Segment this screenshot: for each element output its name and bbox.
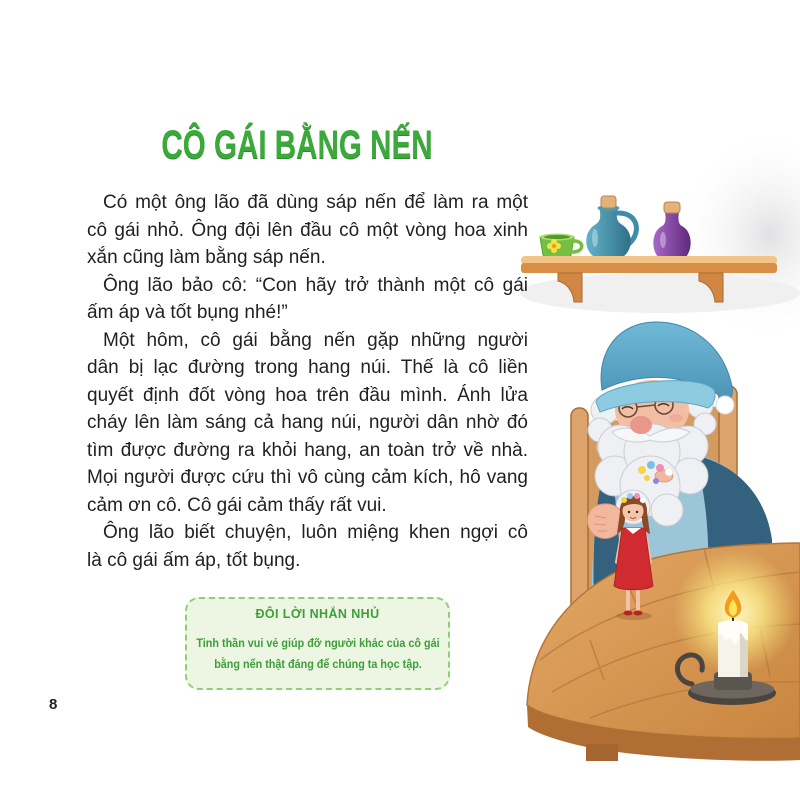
story-line: Ông lão biết chuyện, luôn miệng khen ngợi cô (103, 522, 528, 543)
advice-box-title: ĐÔI LỜI NHẮN NHỦ (255, 607, 380, 621)
pom-pom (716, 396, 734, 414)
old-man-nose (630, 416, 652, 434)
story-line: Mọi người được cứu thì vô cùng cảm kích, hô vang (87, 467, 528, 488)
story-line: Có một ông lão đã dùng sáp nến để làm ra một (103, 192, 528, 213)
table-leg (586, 744, 618, 761)
story-paragraph (87, 189, 528, 272)
story-paragraph (87, 327, 528, 520)
advice-box-line: bằng nến thật đáng để chúng ta học tập. (213, 657, 422, 671)
story-line: cô gái nhỏ. Ông đội lên đầu cô một vòng hoa xinh (87, 219, 528, 241)
advice-box-line: Tinh thần vui vẻ giúp đỡ người khác của cô gái (195, 636, 440, 650)
story-line: dân bị lạc đường trong hang núi. Thế là cô liền (87, 357, 528, 378)
story-line: xắn cũng làm bằng sáp nến. (87, 247, 326, 268)
story-line: là cô gái ấm áp, tốt bụng. (87, 549, 301, 571)
advice-box (185, 597, 450, 690)
story-line: Một hôm, cô gái bằng nến gặp những người (103, 329, 528, 351)
green-cup (540, 234, 582, 259)
story-line: quyết định đốt vòng hoa trên đầu mình. Ánh lửa (87, 384, 528, 406)
story-line: cháy lên làm sáng cả hang núi, người dân nhờ đó (87, 412, 528, 433)
story-line: ấm áp và tốt bụng nhé!” (87, 302, 288, 323)
story-line: tìm được đường ra khỏi hang, an toàn trở về nhà. (87, 439, 528, 461)
blue-jug (586, 196, 636, 258)
nightcap (596, 322, 734, 414)
story-paragraph (87, 272, 528, 327)
page-title-text: CÔ GÁI BẰNG NẾN (161, 123, 433, 167)
page-number: 8 (49, 696, 58, 713)
story-text (87, 189, 528, 574)
story-paragraph (87, 519, 528, 574)
story-line: cảm ơn cô. Cô gái cảm thấy rất vui. (87, 494, 387, 516)
story-line: Ông lão bảo cô: “Con hãy trở thành một cô gái (103, 274, 528, 296)
